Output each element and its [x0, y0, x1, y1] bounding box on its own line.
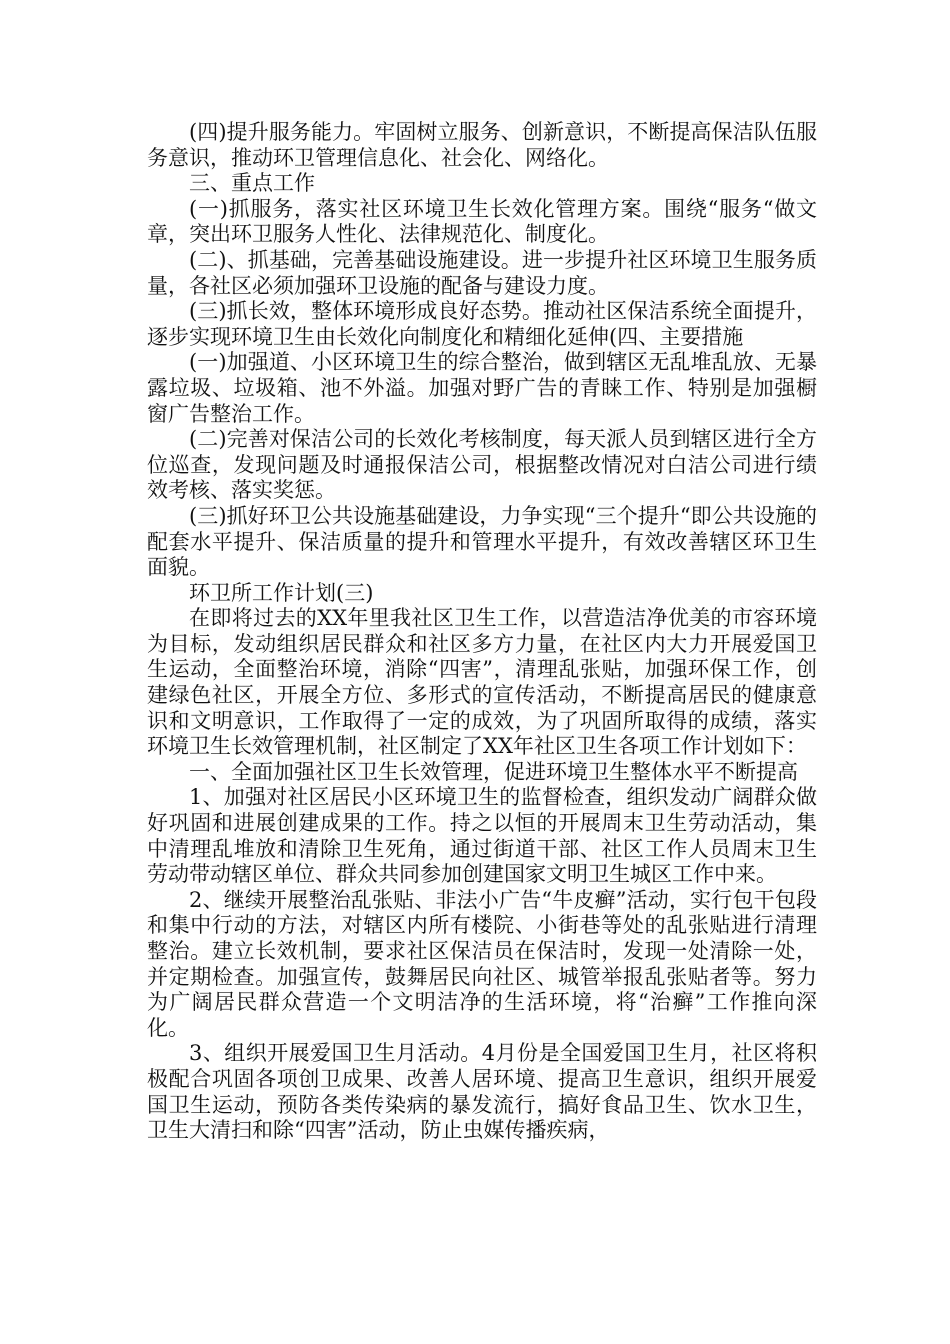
paragraph-public-facilities: (三)抓好环卫公共设施基础建设，力争实现“三个提升“即公共设施的配套水平提升、保洁质量的提升和管理水平提升，有效改善辖区环卫生面貌。 — [147, 503, 817, 580]
paragraph-service-ability: (四)提升服务能力。牢固树立服务、创新意识，不断提高保洁队伍服务意识，推动环卫管理信息化、社会化、网络化。 — [147, 120, 817, 170]
paragraph-road-rectification: (一)加强道、小区环境卫生的综合整治，做到辖区无乱堆乱放、无暴露垃圾、垃圾箱、池不外溢。加强对野广告的青睐工作、特别是加强橱窗广告整治工作。 — [147, 350, 817, 426]
paragraph-assessment-system: (二)完善对保洁公司的长效化考核制度，每天派人员到辖区进行全方位巡查，发现问题及时通报保洁公司，根据整改情况对白洁公司进行绩效考核、落实奖惩。 — [147, 427, 817, 503]
paragraph-grasp-service: (一)抓服务，落实社区环境卫生长效化管理方案。围绕“服务“做文章，突出环卫服务人性化、法律规范化、制度化。 — [147, 196, 817, 247]
paragraph-item-three: 3、组织开展爱国卫生月活动。4月份是全国爱国卫生月，社区将积极配合巩固各项创卫成果、改善人居环境、提高卫生意识，组织开展爱国卫生运动，预防各类传染病的暴发流行，搞好食品卫生、饮水卫生，卫生大清扫和除“四害”活动，防止虫媒传播疾病， — [147, 1041, 817, 1143]
paragraph-grasp-foundation: (二)、抓基础，完善基础设施建设。进一步提升社区环境卫生服务质量，各社区必须加强环卫设施的配备与建设力度。 — [147, 247, 817, 298]
paragraph-item-one: 1、加强对社区居民小区环境卫生的监督检查，组织发动广阔群众做好巩固和进展创建成果的工作。持之以恒的开展周末卫生劳动活动，集中清理乱堆放和清除卫生死角，通过街道干部、社区工作人员周末卫生劳动带动辖区单位、群众共同参加创建国家文明卫生城区工作中来。 — [147, 785, 817, 887]
heading-section-one: 一、全面加强社区卫生长效管理，促进环境卫生整体水平不断提高 — [189, 759, 798, 784]
document-body — [147, 120, 817, 1144]
paragraph-item-two: 2、继续开展整治乱张贴、非法小广告“牛皮癣”活动，实行包干包段和集中行动的方法，对辖区内所有楼院、小街巷等处的乱张贴进行清理整治。建立长效机制，要求社区保洁员在保洁时，发现一处清除一处，并定期检查。加强宣传，鼓舞居民向社区、城管举报乱张贴者等。努力为广阔居民群众营造一个文明洁净的生活环境，将“治癣”工作推向深化。 — [147, 887, 817, 1040]
heading-key-work: 三、重点工作 — [189, 171, 315, 196]
paragraph-grasp-long-term: (三)抓长效，整体环境形成良好态势。推动社区保洁系统全面提升，逐步实现环境卫生由长效化向制度化和精细化延伸(四、主要措施 — [147, 299, 817, 349]
paragraph-plan-intro: 在即将过去的XX年里我社区卫生工作，以营造洁净优美的市容环境为目标，发动组织居民群众和社区多方力量，在社区内大力开展爱国卫生运动，全面整治环境，消除“四害”，清理乱张贴，加强环保工作，创建绿色社区，开展全方位、多形式的宣传活动，不断提高居民的健康意识和文明意识，工作取得了一定的成效，为了巩固所取得的成绩，落实环境卫生长效管理机制，社区制定了XX年社区卫生各项工作计划如下： — [147, 606, 817, 759]
heading-work-plan-three: 环卫所工作计划(三) — [189, 580, 374, 605]
